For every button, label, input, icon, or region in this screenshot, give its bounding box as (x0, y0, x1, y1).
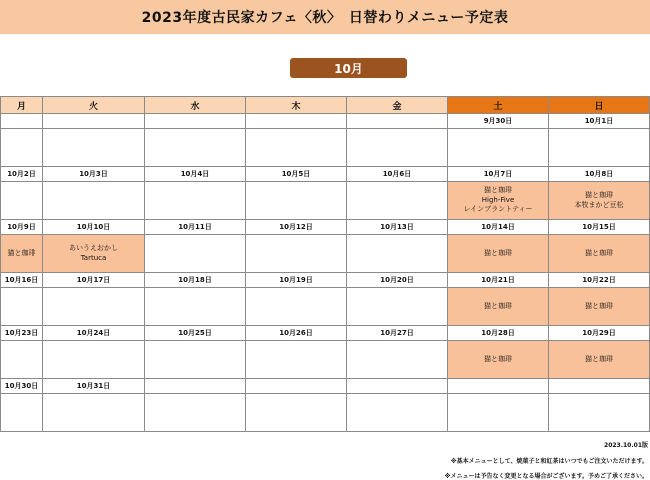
menu-cell (246, 341, 347, 379)
date-row (1, 114, 650, 129)
menu-cell (145, 341, 246, 379)
menu-cell: 猫と珈琲 (549, 288, 650, 326)
weekday-header: 日 (549, 97, 650, 114)
menu-cell: 猫と珈琲 (549, 341, 650, 379)
menu-row (1, 394, 650, 432)
weekday-header-row (1, 97, 650, 114)
date-cell: 10月18日 (145, 273, 246, 288)
date-cell (246, 114, 347, 129)
menu-cell (1, 129, 43, 167)
menu-cell (145, 394, 246, 432)
date-cell (347, 114, 448, 129)
weekday-header: 月 (1, 97, 43, 114)
date-cell: 10月11日 (145, 220, 246, 235)
date-cell: 10月21日 (448, 273, 549, 288)
date-row (1, 220, 650, 235)
note-basic-menu: ※基本メニューとして、焼菓子と和紅茶はいつでもご注文いただけます。 (450, 458, 648, 465)
date-cell (145, 114, 246, 129)
menu-cell: 猫と珈琲 (448, 235, 549, 273)
menu-cell: 猫と珈琲 (448, 288, 549, 326)
date-cell: 10月14日 (448, 220, 549, 235)
menu-cell: あいうえおかし Tartuca (43, 235, 145, 273)
menu-row (1, 235, 650, 273)
date-cell: 10月2日 (1, 167, 43, 182)
date-row (1, 167, 650, 182)
date-cell: 10月24日 (43, 326, 145, 341)
date-cell: 10月9日 (1, 220, 43, 235)
date-row (1, 273, 650, 288)
date-cell: 10月26日 (246, 326, 347, 341)
date-cell: 10月17日 (43, 273, 145, 288)
date-cell (145, 379, 246, 394)
menu-cell: 猫と珈琲 High-Five レインブラントティー (448, 182, 549, 220)
menu-cell (246, 235, 347, 273)
date-row (1, 326, 650, 341)
month-badge: 10月 (290, 58, 407, 78)
menu-cell (448, 394, 549, 432)
date-cell: 10月6日 (347, 167, 448, 182)
calendar-table (0, 96, 650, 432)
date-row (1, 379, 650, 394)
menu-cell (347, 129, 448, 167)
menu-cell (246, 394, 347, 432)
date-cell: 10月15日 (549, 220, 650, 235)
menu-cell (145, 235, 246, 273)
date-cell: 10月23日 (1, 326, 43, 341)
page-title: 2023年度古民家カフェ〈秋〉 日替わりメニュー予定表 (0, 0, 650, 34)
weekday-header: 水 (145, 97, 246, 114)
menu-cell (1, 394, 43, 432)
date-cell (246, 379, 347, 394)
calendar-body (1, 114, 650, 432)
menu-cell (145, 129, 246, 167)
date-cell: 10月22日 (549, 273, 650, 288)
menu-cell (43, 288, 145, 326)
weekday-header: 土 (448, 97, 549, 114)
menu-cell (43, 182, 145, 220)
menu-cell (43, 394, 145, 432)
menu-cell (246, 288, 347, 326)
menu-cell (1, 341, 43, 379)
menu-cell: 猫と珈琲 本牧まかど豆松 (549, 182, 650, 220)
date-cell: 10月12日 (246, 220, 347, 235)
menu-cell (347, 341, 448, 379)
menu-cell (347, 182, 448, 220)
date-cell: 10月20日 (347, 273, 448, 288)
menu-cell (145, 182, 246, 220)
date-cell: 10月3日 (43, 167, 145, 182)
date-cell: 10月19日 (246, 273, 347, 288)
menu-row (1, 182, 650, 220)
menu-cell (43, 129, 145, 167)
note-menu-change: ※メニューは予告なく変更となる場合がございます。予めご了承ください。 (444, 473, 648, 480)
menu-cell (43, 341, 145, 379)
weekday-header: 木 (246, 97, 347, 114)
menu-cell (246, 182, 347, 220)
menu-cell (549, 129, 650, 167)
menu-cell (549, 394, 650, 432)
menu-cell: 猫と珈琲 (549, 235, 650, 273)
weekday-header: 火 (43, 97, 145, 114)
date-cell: 9月30日 (448, 114, 549, 129)
menu-cell (347, 394, 448, 432)
menu-cell (347, 288, 448, 326)
date-cell (43, 114, 145, 129)
date-cell (549, 379, 650, 394)
menu-cell (145, 288, 246, 326)
menu-cell: 猫と珈琲 (1, 235, 43, 273)
menu-cell: 猫と珈琲 (448, 341, 549, 379)
menu-cell (1, 182, 43, 220)
menu-row (1, 129, 650, 167)
date-cell (448, 379, 549, 394)
menu-row (1, 341, 650, 379)
menu-cell (1, 288, 43, 326)
weekday-header: 金 (347, 97, 448, 114)
date-cell: 10月16日 (1, 273, 43, 288)
menu-cell (246, 129, 347, 167)
menu-row (1, 288, 650, 326)
version-label: 2023.10.01版 (604, 442, 648, 449)
menu-cell (448, 129, 549, 167)
date-cell: 10月31日 (43, 379, 145, 394)
date-cell: 10月5日 (246, 167, 347, 182)
date-cell: 10月7日 (448, 167, 549, 182)
date-cell: 10月13日 (347, 220, 448, 235)
date-cell: 10月4日 (145, 167, 246, 182)
date-cell: 10月8日 (549, 167, 650, 182)
menu-cell (347, 235, 448, 273)
date-cell: 10月30日 (1, 379, 43, 394)
date-cell: 10月27日 (347, 326, 448, 341)
date-cell (1, 114, 43, 129)
date-cell: 10月10日 (43, 220, 145, 235)
date-cell: 10月25日 (145, 326, 246, 341)
date-cell: 10月29日 (549, 326, 650, 341)
date-cell (347, 379, 448, 394)
date-cell: 10月28日 (448, 326, 549, 341)
date-cell: 10月1日 (549, 114, 650, 129)
